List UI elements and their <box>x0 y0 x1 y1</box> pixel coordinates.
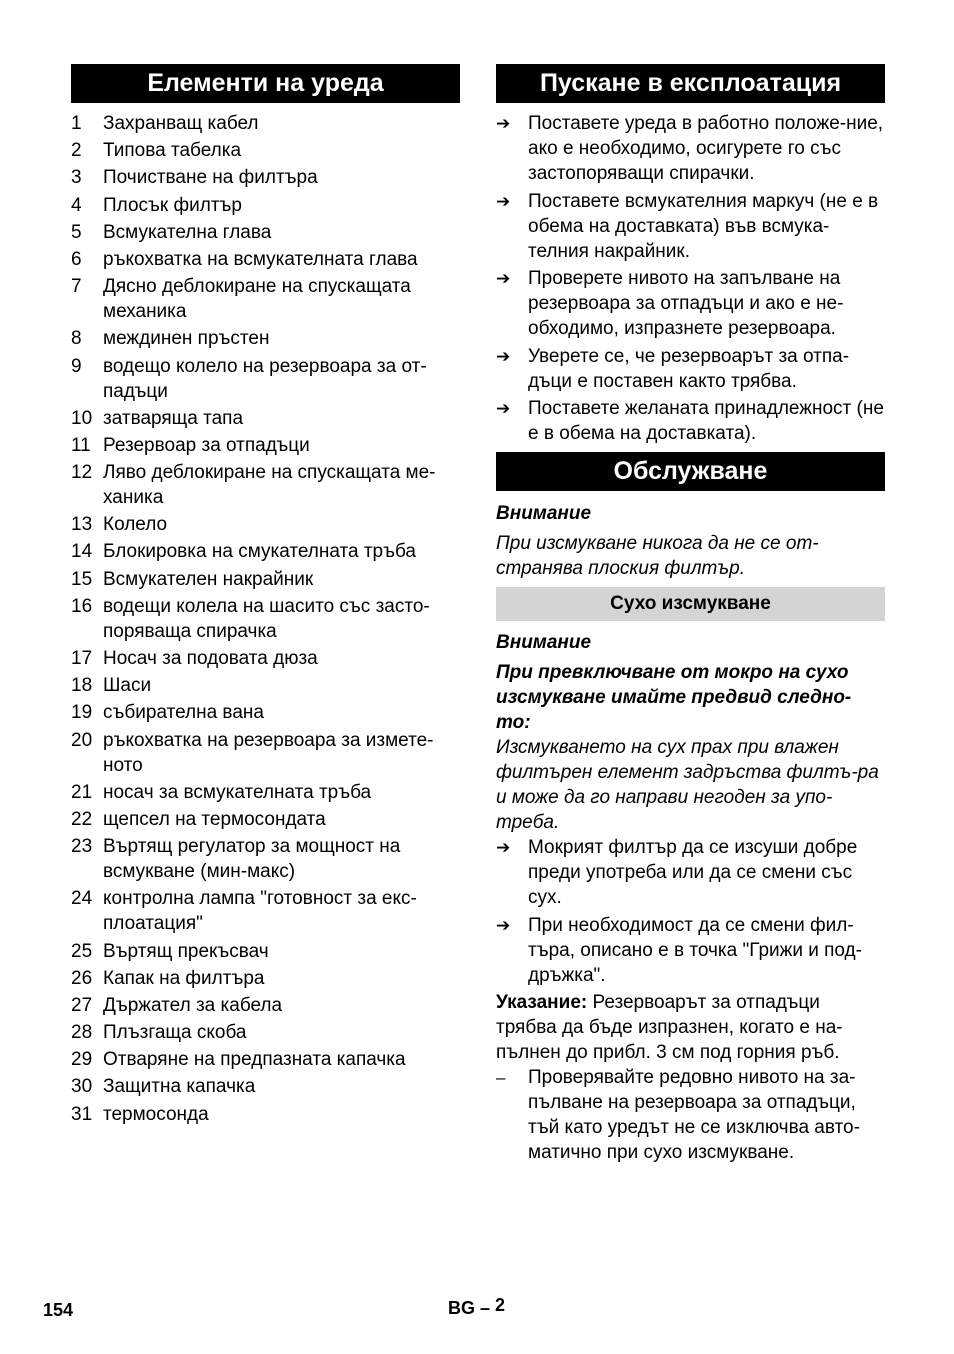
item-label: Шаси <box>103 675 152 697</box>
step-item <box>496 913 885 988</box>
step-text: При необходимост да се смени фил-търа, описано е в точка "Грижи и под-дръжка". <box>528 914 862 986</box>
item-number: 22 <box>71 808 93 830</box>
device-element-item <box>71 406 460 431</box>
item-number: 13 <box>71 514 93 536</box>
device-element-item <box>71 673 460 698</box>
item-number: 28 <box>71 1022 93 1044</box>
dash-item-text: Проверявайте редовно нивото на за-пълване на резервоара за отпадъци, тъй като уредът не се изключва авто-матично при сухо изсмукване. <box>528 1067 860 1163</box>
item-number: 6 <box>71 248 82 270</box>
item-number: 12 <box>71 462 93 484</box>
step-item <box>496 189 885 264</box>
step-item <box>496 266 885 341</box>
step-text: Проверете нивото на запълване на резервоара за отпадъци и ако е не-обходимо, изпразнете резервоара. <box>528 268 844 339</box>
language-page-label <box>448 1295 506 1319</box>
item-number: 30 <box>71 1076 93 1098</box>
item-number: 27 <box>71 994 93 1016</box>
item-number: 15 <box>71 568 93 590</box>
item-number: 8 <box>71 328 82 350</box>
attention-bold-text: При превключване от мокро на сухо изсмукване имайте предвид следно-то: <box>496 662 852 733</box>
item-number: 5 <box>71 221 82 243</box>
item-label: водещи колела на шасито със засто-поряваща спирачка <box>103 595 430 642</box>
note-paragraph <box>496 990 885 1065</box>
item-number: 9 <box>71 355 82 377</box>
attention-text: При изсмукване никога да не се от-странява плоския филтър. <box>496 533 819 579</box>
item-label: Почистване на филтъра <box>103 167 318 189</box>
item-number: 31 <box>71 1103 93 1125</box>
item-label: Носач за подовата дюза <box>103 648 318 669</box>
item-number: 4 <box>71 194 82 216</box>
item-label: Държател за кабела <box>103 994 283 1016</box>
dash-marker: – <box>496 1068 506 1087</box>
device-element-item <box>71 193 460 218</box>
note-text: Резервоарът за отпадъци трябва да бъде изпразнен, когато е на-пълнен до прибл. 3 см под горния ръб. <box>496 992 843 1063</box>
device-element-item <box>71 274 460 324</box>
step-text: Поставете желаната принадлежност (не е в обема на доставката). <box>528 398 884 444</box>
item-number: 21 <box>71 781 93 803</box>
attention-text-2: Изсмукването на сух прах при влажен филтърен елемент задръства филтъ-ра и може да го направи негоден за упо-треба. <box>496 737 879 833</box>
item-label: Въртящ регулатор за мощност на всмукване (мин-макс) <box>103 836 401 883</box>
device-element-item <box>71 1020 460 1045</box>
item-number: 10 <box>71 407 93 429</box>
item-label: затваряща тапа <box>103 407 244 429</box>
section-heading-device-elements: Елементи на уреда <box>71 64 460 103</box>
left-column <box>71 64 460 1129</box>
device-element-item <box>71 807 460 832</box>
device-element-item <box>71 939 460 964</box>
item-label: Всмукателна глава <box>103 221 272 243</box>
arrow-right-icon: ➔ <box>496 399 511 418</box>
section-heading-startup: Пускане в експлоатация <box>496 64 885 103</box>
item-label: Захранващ кабел <box>103 113 259 134</box>
device-element-item <box>71 1047 460 1072</box>
item-number: 24 <box>71 888 93 910</box>
arrow-right-icon: ➔ <box>496 915 511 935</box>
item-number: 26 <box>71 967 93 989</box>
device-element-item <box>71 594 460 644</box>
step-item <box>496 344 885 394</box>
device-element-item <box>71 460 460 510</box>
device-element-item <box>71 138 460 163</box>
subsection-heading-dry-vacuuming: Сухо изсмукване <box>496 587 885 621</box>
item-number: 16 <box>71 595 93 617</box>
attention-label-2: Внимание <box>496 632 592 653</box>
item-label: Блокировка на смукателната тръба <box>103 541 416 563</box>
item-label: Всмукателен накрайник <box>103 568 314 590</box>
step-item <box>496 111 885 186</box>
right-column <box>496 64 885 1168</box>
device-element-item <box>71 886 460 936</box>
device-element-item <box>71 165 460 190</box>
device-element-item <box>71 834 460 884</box>
step-item <box>496 835 885 910</box>
item-number: 23 <box>71 836 93 858</box>
step-text: Поставете уреда в работно положе-ние, ако е необходимо, осигурете го със застопоряващи спирачки. <box>528 113 884 184</box>
device-element-item <box>71 1074 460 1099</box>
language-page-number: 2 <box>495 1295 506 1315</box>
item-label: Капак на филтъра <box>103 967 265 989</box>
step-text: Мокрият филтър да се изсуши добре преди употреба или да се смени със сух. <box>528 837 858 908</box>
item-number: 11 <box>71 434 91 456</box>
item-label: водещо колело на резервоара за от-падъци <box>103 355 427 402</box>
item-label: контролна лампа "готовност за екс-плоатация" <box>103 888 417 935</box>
item-number: 25 <box>71 940 93 962</box>
device-elements-list <box>71 111 460 1127</box>
item-number: 2 <box>71 140 82 162</box>
device-element-item <box>71 728 460 778</box>
attention-label: Внимание <box>496 503 592 524</box>
device-element-item <box>71 247 460 272</box>
item-label: Защитна капачка <box>103 1076 256 1098</box>
item-number: 17 <box>71 648 93 669</box>
item-label: термосонда <box>103 1103 209 1125</box>
device-element-item <box>71 539 460 564</box>
device-element-item <box>71 512 460 537</box>
device-element-item <box>71 700 460 725</box>
item-label: щепсел на термосондата <box>103 808 326 830</box>
step-text: Уверете се, че резервоарът за отпа-дъци е поставен както трябва. <box>528 345 850 392</box>
item-label: Резервоар за отпадъци <box>103 434 310 456</box>
device-element-item <box>71 1102 460 1127</box>
language-prefix: BG – <box>448 1298 496 1318</box>
item-label: Типова табелка <box>103 140 242 162</box>
device-element-item <box>71 220 460 245</box>
item-number: 14 <box>71 541 93 563</box>
device-element-item <box>71 567 460 592</box>
item-label: Плъзгаща скоба <box>103 1022 247 1044</box>
item-label: Плосък филтър <box>103 194 242 216</box>
dash-list-item <box>496 1065 885 1165</box>
item-label: Колело <box>103 514 168 536</box>
step-item <box>496 396 885 446</box>
device-element-item <box>71 326 460 351</box>
item-label: носач за всмукателната тръба <box>103 781 372 803</box>
dash-list <box>496 1065 885 1165</box>
item-label: Ляво деблокиране на спускащата ме-ханика <box>103 462 436 509</box>
device-element-item <box>71 354 460 404</box>
arrow-right-icon: ➔ <box>496 191 511 211</box>
item-number: 19 <box>71 702 93 724</box>
device-element-item <box>71 780 460 805</box>
arrow-right-icon: ➔ <box>496 838 511 857</box>
page-number: 154 <box>43 1300 74 1320</box>
item-number: 18 <box>71 675 93 697</box>
item-number: 29 <box>71 1049 93 1071</box>
device-element-item <box>71 111 460 136</box>
device-element-item <box>71 966 460 991</box>
startup-steps-list <box>496 111 885 446</box>
item-label: Дясно деблокиране на спускащата механика <box>103 276 411 323</box>
note-label: Указание: <box>496 992 588 1013</box>
arrow-right-icon: ➔ <box>496 269 511 288</box>
device-element-item <box>71 646 460 671</box>
section-heading-operation: Обслужване <box>496 452 885 491</box>
item-label: Въртящ прекъсвач <box>103 940 269 962</box>
item-label: междинен пръстен <box>103 328 270 350</box>
dry-vacuuming-steps-list <box>496 835 885 988</box>
item-label: ръкохватка на всмукателната глава <box>103 248 418 270</box>
item-label: ръкохватка на резервоара за измете-ното <box>103 729 434 776</box>
item-number: 3 <box>71 167 82 189</box>
arrow-right-icon: ➔ <box>496 346 511 366</box>
item-number: 1 <box>71 113 82 134</box>
step-text: Поставете всмукателния маркуч (не е в обема на доставката) във всмука-телния накрайник. <box>528 190 879 262</box>
item-label: събирателна вана <box>103 702 264 724</box>
item-number: 20 <box>71 729 93 751</box>
item-label: Отваряне на предпазната капачка <box>103 1049 406 1071</box>
device-element-item <box>71 433 460 458</box>
arrow-right-icon: ➔ <box>496 114 511 133</box>
device-element-item <box>71 993 460 1018</box>
item-number: 7 <box>71 276 82 298</box>
